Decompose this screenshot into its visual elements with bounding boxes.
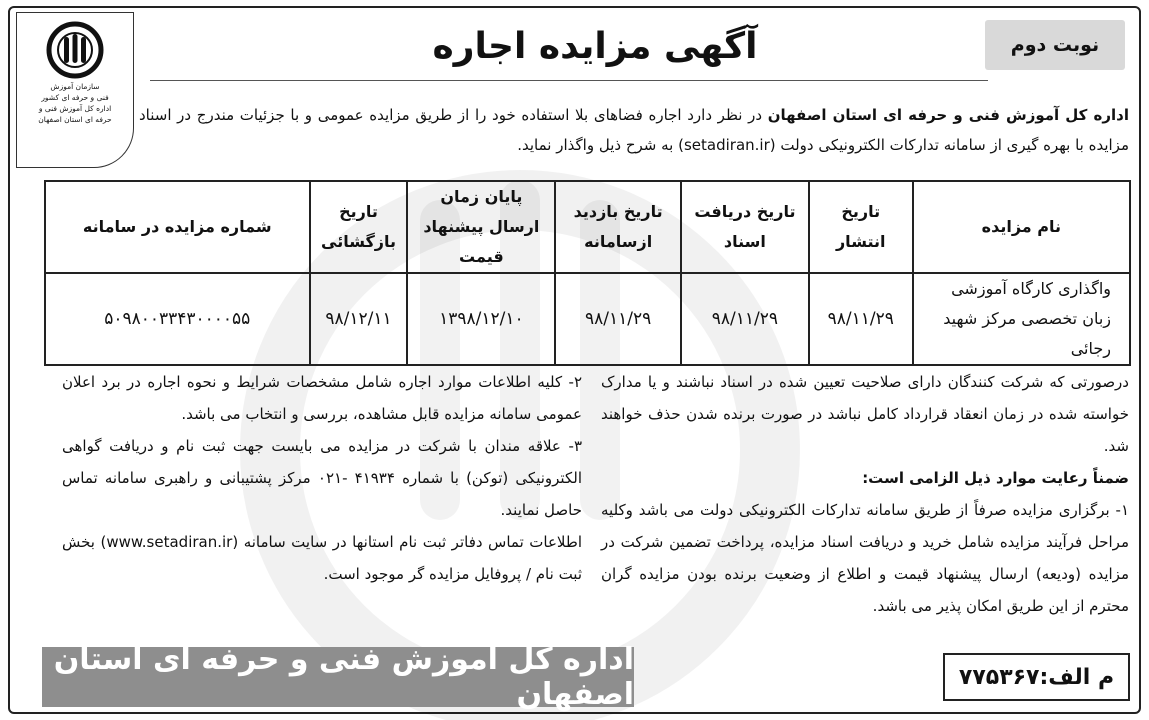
table-cell-opening-date: ۹۸/۱۲/۱۱: [310, 273, 408, 365]
table-cell-document-date: ۹۸/۱۱/۲۹: [681, 273, 809, 365]
body-paragraph: ۲- کلیه اطلاعات موارد اجاره شامل مشخصات شرایط و نحوه اجاره در برد اعلان عمومی سامانه مزایده قابل مشاهده، بررسی و انتخاب می باشد.: [62, 373, 582, 423]
requirements-heading: ضمناً رعایت موارد ذیل الزامی است:: [862, 469, 1129, 487]
org-name-line: سازمان آموزش: [50, 82, 100, 91]
table-cell-visit-date: ۹۸/۱۱/۲۹: [555, 273, 681, 365]
body-paragraph: ۱- برگزاری مزایده صرفاً از طریق سامانه تدارکات الکترونیکی دولت می باشد وکلیه مراحل فرآیند مزایده شامل خرید و دریافت اسناد مزایده، پرداخت تضمین شرکت در مزایده (ودیعه) ارسال پیشنهاد قیمت و اطلاع از وضعیت برنده بودن مزایده گران محترم از این طریق امکان پذیر می باشد.: [601, 501, 1129, 615]
body-paragraph: اطلاعات تماس دفاتر ثبت نام استانها در سایت سامانه (www.setadiran.ir) بخش ثبت نام / پروفایل مزایده گر موجود است.: [62, 533, 582, 583]
table-cell-auction-number: ۵۰۹۸۰۰۳۳۴۳۰۰۰۰۵۵: [45, 273, 310, 365]
table-header-cell: نام مزایده: [913, 181, 1130, 273]
body-left-column: [62, 366, 582, 590]
table-header-cell: تاریخ دریافت اسناد: [681, 181, 809, 273]
table-header-cell: پایان زمان ارسال پیشنهاد قیمت: [407, 181, 555, 273]
intro-text: در نظر دارد اجاره فضاهای بلا استفاده خود را از طریق مزایده عمومی و با جزئیات مندرج در اسناد مزایده با بهره گیری از سامانه تدارکات الکترونیکی دولت (setadiran.ir) به شرح ذیل واگذار نماید.: [139, 106, 1129, 154]
body-paragraph: درصورتی که شرکت کنندگان دارای صلاحیت تعیین شده در اسناد نباشند و یا مدارک خواسته شده در زمان انعقاد قرارداد کامل نباشد در صورت برنده شدن حذف خواهند شد.: [601, 373, 1129, 455]
body-right-column: [601, 366, 1129, 622]
table-cell-publish-date: ۹۸/۱۱/۲۹: [809, 273, 913, 365]
table-header-cell: تاریخ بازدید ازسامانه: [555, 181, 681, 273]
table-header-cell: شماره مزایده در سامانه: [45, 181, 310, 273]
round-badge: نوبت دوم: [985, 20, 1125, 70]
footer-reference-code: م الف:۷۷۵۳۶۷: [943, 653, 1130, 701]
table-cell-auction-name: واگذاری کارگاه آموزشی زبان تخصصی مرکز شهید رجائی: [913, 273, 1130, 365]
org-name-line: حرفه ای استان اصفهان: [38, 115, 112, 124]
organization-emblem-icon: [46, 21, 104, 79]
table-header-row: [45, 181, 1130, 273]
intro-paragraph: [139, 100, 1129, 160]
organization-logo-box: [16, 12, 134, 168]
body-paragraph: ۳- علاقه مندان با شرکت در مزایده می بایست جهت ثبت نام و دریافت گواهی الکترونیکی (توکن) با شماره ۴۱۹۳۴ -۰۲۱ مرکز پشتیبانی و راهبری سامانه تماس حاصل نمایند.: [62, 437, 582, 519]
table-row: [45, 273, 1130, 365]
intro-org-name: اداره کل آموزش فنی و حرفه ای استان اصفهان: [767, 106, 1129, 124]
footer-organization-banner: اداره کل آموزش فنی و حرفه ای استان اصفهان: [42, 647, 634, 707]
org-name-line: اداره کل آموزش فنی و: [38, 104, 112, 113]
table-header-cell: تاریخ انتشار: [809, 181, 913, 273]
table-header-cell: تاریخ بازگشائی: [310, 181, 408, 273]
org-name-line: فنی و حرفه ای کشور: [41, 93, 109, 102]
auction-table: [44, 180, 1131, 366]
table-cell-bid-deadline: ۱۳۹۸/۱۲/۱۰: [407, 273, 555, 365]
header-divider: [150, 80, 988, 81]
page-title: آگهی مزایده اجاره: [432, 26, 758, 67]
